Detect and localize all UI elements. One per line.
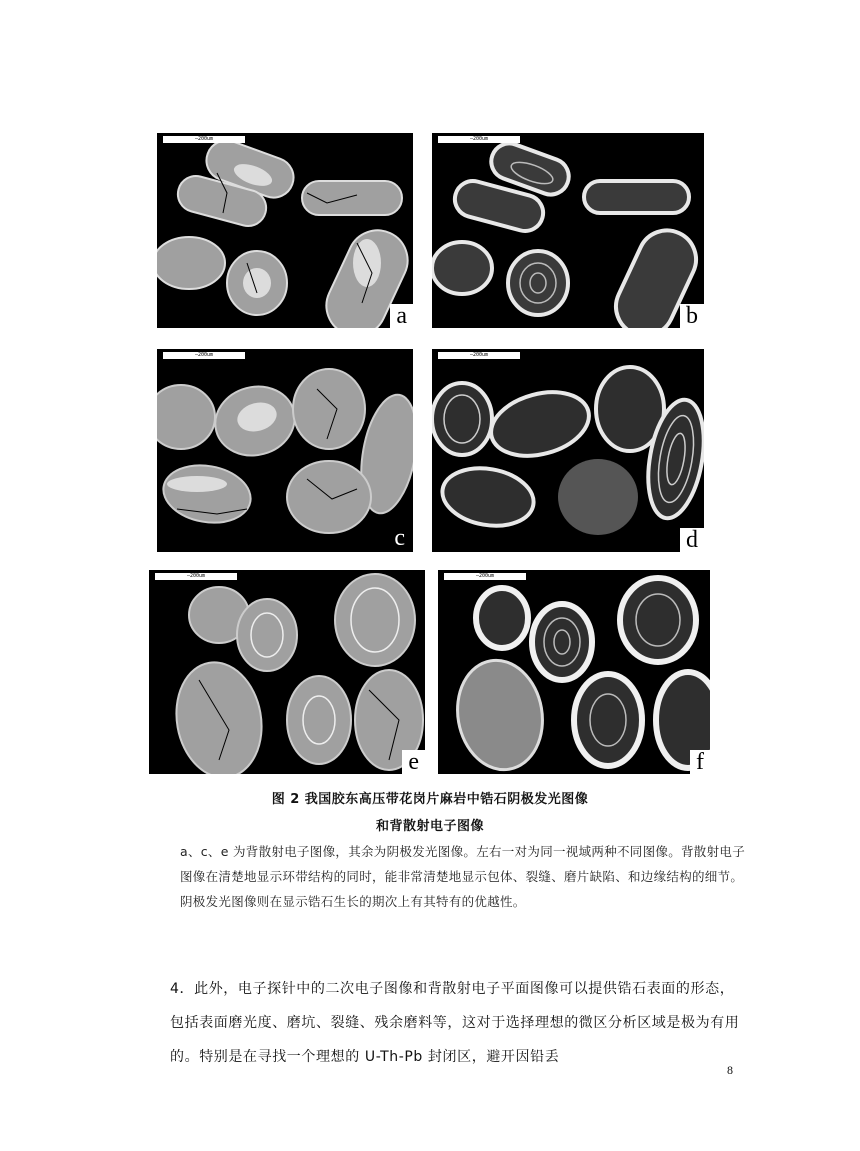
- scale-bar: —200um: [438, 136, 520, 143]
- panel-letter: c: [394, 525, 405, 551]
- figure-caption-title-line2: 和背散射电子图像: [375, 819, 484, 834]
- panel-letter: f: [690, 750, 710, 774]
- figure-caption-note: [180, 839, 750, 914]
- figure-panel-a: [157, 133, 413, 328]
- figure-panel-c: [157, 349, 413, 552]
- zircon-cl-image: [438, 570, 710, 774]
- zircon-bse-image: [157, 133, 413, 328]
- body-paragraph: [130, 972, 742, 1074]
- scale-bar: —200um: [444, 573, 526, 580]
- panel-letter: d: [680, 528, 704, 552]
- zircon-cl-image: [432, 349, 704, 552]
- panel-letter: e: [402, 750, 425, 774]
- figure-panel-e: [149, 570, 425, 774]
- scale-bar: —200um: [155, 573, 237, 580]
- panel-letter: a: [390, 304, 413, 328]
- figure-panel-d: [432, 349, 704, 552]
- figure-caption-title: 图 2 我国胶东高压带花岗片麻岩中锆石阴极发光图像: [271, 792, 589, 807]
- panel-letter: b: [680, 304, 704, 328]
- zircon-bse-image: [149, 570, 425, 774]
- scale-bar: —200um: [438, 352, 520, 359]
- figure-panel-b: [432, 133, 704, 328]
- figure-panel-f: [438, 570, 710, 774]
- page-number: 8: [727, 1063, 733, 1077]
- caption-note-text: a、c、e 为背散射电子图像，其余为阴极发光图像。左右一对为同一视域两种不同图像。背散射电子图像在清楚地显示环带结构的同时，能非常清楚地显示包体、裂缝、磨片缺陷、和边缘结构的细节。阴极发光图像则在显示锆石生长的期次上有其特有的优越性。: [180, 844, 745, 909]
- scale-bar: —200um: [163, 136, 245, 143]
- scale-bar: —200um: [163, 352, 245, 359]
- body-paragraph-text: 4．此外，电子探针中的二次电子图像和背散射电子平面图像可以提供锆石表面的形态，包括表面磨光度、磨坑、裂缝、残余磨料等，这对于选择理想的微区分析区域是极为有用的。特别是在寻找一个理想的 U-Th-Pb 封闭区，避开因铅丢: [170, 981, 740, 1065]
- zircon-bse-image: [157, 349, 413, 552]
- zircon-cl-image: [432, 133, 704, 328]
